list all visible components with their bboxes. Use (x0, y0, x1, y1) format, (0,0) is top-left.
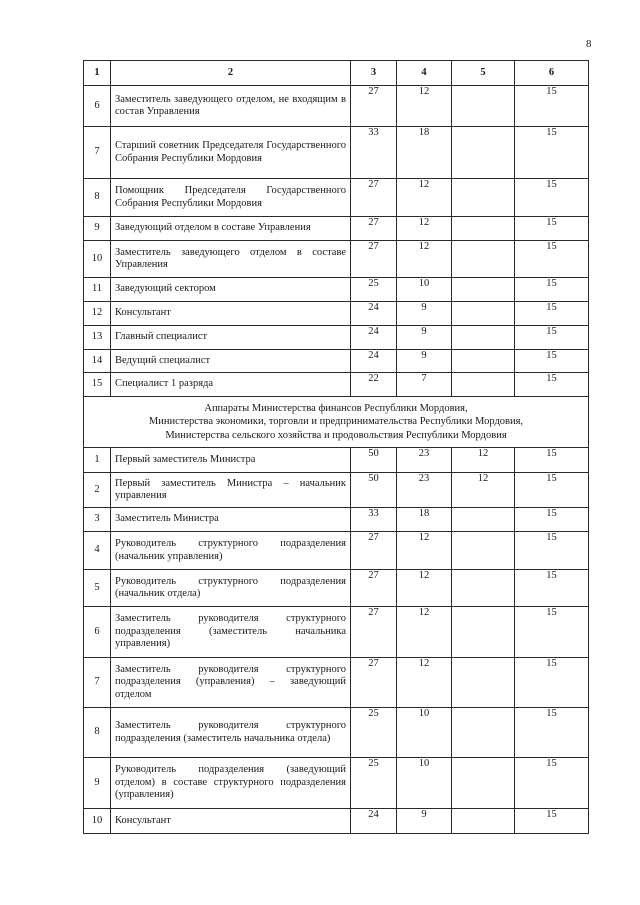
col4-value-cell: 12 (397, 86, 452, 127)
col3-value-cell: 22 (351, 373, 397, 397)
position-name-cell: Консультант (111, 302, 351, 326)
table-row (84, 809, 589, 834)
col5-value-cell (452, 708, 515, 758)
col3-value-cell: 25 (351, 758, 397, 809)
table-row (84, 127, 589, 179)
col5-value-cell (452, 607, 515, 658)
col3-value-cell: 25 (351, 708, 397, 758)
position-name-cell: Помощник Председателя Государственного Собрания Республики Мордовия (111, 179, 351, 217)
col5-value-cell (452, 532, 515, 570)
row-number-cell: 14 (84, 350, 111, 373)
col6-value-cell: 15 (515, 532, 589, 570)
header-cell-3: 3 (351, 61, 397, 86)
col6-value-cell: 15 (515, 350, 589, 373)
col5-value-cell (452, 508, 515, 532)
position-name-cell: Заведующий сектором (111, 278, 351, 302)
col6-value-cell: 15 (515, 658, 589, 708)
col5-value-cell (452, 127, 515, 179)
page-number: 8 (586, 38, 592, 50)
table-row (84, 302, 589, 326)
col3-value-cell: 27 (351, 658, 397, 708)
row-number-cell: 12 (84, 302, 111, 326)
table-row (84, 473, 589, 508)
section-title-line: Министерства сельского хозяйства и продовольствия Республики Мордовия (165, 429, 507, 441)
col5-value-cell (452, 278, 515, 302)
row-number-cell: 10 (84, 809, 111, 834)
position-name-cell: Руководитель структурного подразделения (начальник отдела) (111, 570, 351, 607)
col5-value-cell: 12 (452, 448, 515, 473)
header-cell-6: 6 (515, 61, 589, 86)
col5-value-cell (452, 350, 515, 373)
position-name-cell: Специалист 1 разряда (111, 373, 351, 397)
row-number-cell: 7 (84, 658, 111, 708)
table-row (84, 658, 589, 708)
col5-value-cell (452, 373, 515, 397)
position-name-cell: Заместитель руководителя структурного подразделения (заместитель начальника управления) (111, 607, 351, 658)
table-row (84, 570, 589, 607)
col6-value-cell: 15 (515, 607, 589, 658)
position-name-cell: Заместитель заведующего отделом в составе Управления (111, 241, 351, 278)
col4-value-cell: 12 (397, 607, 452, 658)
col3-value-cell: 24 (351, 350, 397, 373)
col3-value-cell: 27 (351, 607, 397, 658)
col4-value-cell: 23 (397, 448, 452, 473)
col6-value-cell: 15 (515, 708, 589, 758)
col4-value-cell: 12 (397, 217, 452, 241)
section-title-line: Аппараты Министерства финансов Республики Мордовия, (204, 402, 468, 414)
row-number-cell: 10 (84, 241, 111, 278)
table-body (84, 61, 589, 834)
row-number-cell: 4 (84, 532, 111, 570)
col5-value-cell (452, 179, 515, 217)
header-cell-5: 5 (452, 61, 515, 86)
row-number-cell: 8 (84, 179, 111, 217)
row-number-cell: 2 (84, 473, 111, 508)
col4-value-cell: 9 (397, 350, 452, 373)
col6-value-cell: 15 (515, 302, 589, 326)
row-number-cell: 13 (84, 326, 111, 350)
row-number-cell: 9 (84, 217, 111, 241)
table-header-row (84, 61, 589, 86)
row-number-cell: 11 (84, 278, 111, 302)
position-name-cell: Первый заместитель Министра (111, 448, 351, 473)
table-row (84, 758, 589, 809)
col6-value-cell: 15 (515, 241, 589, 278)
col6-value-cell: 15 (515, 473, 589, 508)
col4-value-cell: 12 (397, 532, 452, 570)
col3-value-cell: 27 (351, 179, 397, 217)
col6-value-cell: 15 (515, 86, 589, 127)
row-number-cell: 3 (84, 508, 111, 532)
table-row (84, 86, 589, 127)
col3-value-cell: 24 (351, 326, 397, 350)
table-row (84, 217, 589, 241)
table-row (84, 179, 589, 217)
col4-value-cell: 7 (397, 373, 452, 397)
col3-value-cell: 50 (351, 473, 397, 508)
table-row (84, 708, 589, 758)
position-name-cell: Руководитель структурного подразделения (начальник управления) (111, 532, 351, 570)
col3-value-cell: 25 (351, 278, 397, 302)
col4-value-cell: 12 (397, 241, 452, 278)
row-number-cell: 1 (84, 448, 111, 473)
col4-value-cell: 18 (397, 508, 452, 532)
row-number-cell: 9 (84, 758, 111, 809)
position-name-cell: Заместитель Министра (111, 508, 351, 532)
section-title (84, 397, 589, 448)
position-name-cell: Заведующий отделом в составе Управления (111, 217, 351, 241)
section-row (84, 397, 589, 448)
table-row (84, 448, 589, 473)
position-name-cell: Старший советник Председателя Государственного Собрания Республики Мордовия (111, 127, 351, 179)
row-number-cell: 6 (84, 607, 111, 658)
row-number-cell: 7 (84, 127, 111, 179)
table-row (84, 532, 589, 570)
col6-value-cell: 15 (515, 809, 589, 834)
row-number-cell: 6 (84, 86, 111, 127)
col6-value-cell: 15 (515, 278, 589, 302)
table-row (84, 607, 589, 658)
col4-value-cell: 12 (397, 179, 452, 217)
col5-value-cell (452, 86, 515, 127)
col6-value-cell: 15 (515, 326, 589, 350)
col3-value-cell: 24 (351, 302, 397, 326)
col5-value-cell (452, 658, 515, 708)
col5-value-cell (452, 326, 515, 350)
col5-value-cell (452, 758, 515, 809)
col3-value-cell: 33 (351, 127, 397, 179)
col6-value-cell: 15 (515, 179, 589, 217)
col5-value-cell: 12 (452, 473, 515, 508)
table-row (84, 326, 589, 350)
col6-value-cell: 15 (515, 373, 589, 397)
col6-value-cell: 15 (515, 758, 589, 809)
col5-value-cell (452, 217, 515, 241)
row-number-cell: 5 (84, 570, 111, 607)
col6-value-cell: 15 (515, 508, 589, 532)
position-name-cell: Первый заместитель Министра – начальник управления (111, 473, 351, 508)
col6-value-cell: 15 (515, 570, 589, 607)
salary-table (83, 60, 589, 834)
position-name-cell: Главный специалист (111, 326, 351, 350)
position-name-cell: Заместитель руководителя структурного подразделения (управления) – заведующий отделом (111, 658, 351, 708)
col3-value-cell: 50 (351, 448, 397, 473)
col4-value-cell: 12 (397, 658, 452, 708)
position-name-cell: Заместитель руководителя структурного подразделения (заместитель начальника отдела) (111, 708, 351, 758)
table-row (84, 508, 589, 532)
col5-value-cell (452, 570, 515, 607)
col3-value-cell: 27 (351, 570, 397, 607)
col3-value-cell: 27 (351, 86, 397, 127)
col4-value-cell: 18 (397, 127, 452, 179)
col4-value-cell: 12 (397, 570, 452, 607)
position-name-cell: Руководитель подразделения (заведующий отделом) в составе структурного подразделения (управления) (111, 758, 351, 809)
table-row (84, 278, 589, 302)
col6-value-cell: 15 (515, 448, 589, 473)
col3-value-cell: 24 (351, 809, 397, 834)
position-name-cell: Заместитель заведующего отделом, не входящим в состав Управления (111, 86, 351, 127)
col5-value-cell (452, 809, 515, 834)
col5-value-cell (452, 302, 515, 326)
col4-value-cell: 9 (397, 302, 452, 326)
position-name-cell: Консультант (111, 809, 351, 834)
col6-value-cell: 15 (515, 217, 589, 241)
col3-value-cell: 27 (351, 241, 397, 278)
col4-value-cell: 10 (397, 708, 452, 758)
col3-value-cell: 27 (351, 532, 397, 570)
col6-value-cell: 15 (515, 127, 589, 179)
header-cell-1: 1 (84, 61, 111, 86)
col5-value-cell (452, 241, 515, 278)
header-cell-2: 2 (111, 61, 351, 86)
table-row (84, 241, 589, 278)
col4-value-cell: 10 (397, 758, 452, 809)
col4-value-cell: 9 (397, 326, 452, 350)
section-title-line: Министерства экономики, торговли и предпринимательства Республики Мордовия, (148, 416, 524, 428)
header-cell-4: 4 (397, 61, 452, 86)
col4-value-cell: 9 (397, 809, 452, 834)
col3-value-cell: 27 (351, 217, 397, 241)
col4-value-cell: 10 (397, 278, 452, 302)
col4-value-cell: 23 (397, 473, 452, 508)
table-row (84, 373, 589, 397)
col3-value-cell: 33 (351, 508, 397, 532)
position-name-cell: Ведущий специалист (111, 350, 351, 373)
row-number-cell: 8 (84, 708, 111, 758)
row-number-cell: 15 (84, 373, 111, 397)
table-row (84, 350, 589, 373)
